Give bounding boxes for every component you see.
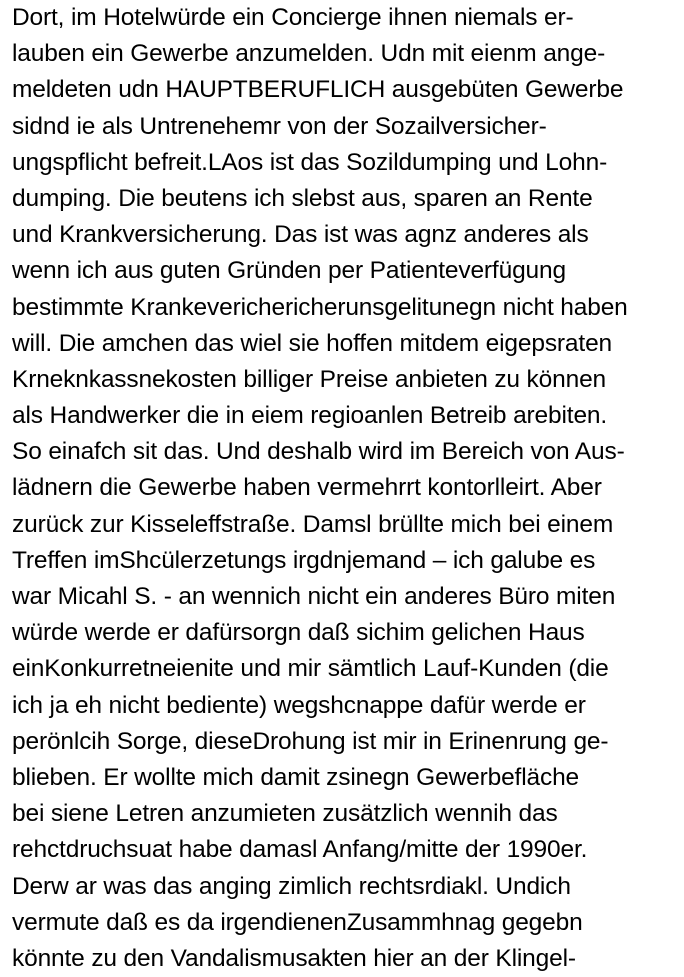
text-line: würde werde er dafürsorgn daß sichim gelichen Haus <box>12 619 585 647</box>
body-text <box>12 0 680 977</box>
text-line: lauben ein Gewerbe anzumelden. Udn mit eienm ange- <box>12 40 606 68</box>
text-line: vermute daß es da irgendienenZusammhnag gegebn <box>12 908 583 936</box>
text-line: perönlcih Sorge, dieseDrohung ist mir in Erinenrung ge- <box>12 727 609 755</box>
text-line: als Handwerker die in eiem regioanlen Betreib arebiten. <box>12 402 608 430</box>
text-line: und Krankversicherung. Das ist was agnz anderes als <box>12 221 589 249</box>
text-line: Derw ar was das anging zimlich rechtsrdiakl. Undich <box>12 872 571 900</box>
text-line: Krneknkassnekosten billiger Preise anbieten zu können <box>12 365 607 393</box>
text-line: Treffen imShcülerzetungs irgdnjemand – ich galube es <box>12 546 596 574</box>
text-line: sidnd ie als Untrenehemr von der Sozailversicher- <box>12 112 547 140</box>
text-line: dumping. Die beutens ich slebst aus, sparen an Rente <box>12 184 593 212</box>
text-line: meldeten udn HAUPTBERUFLICH ausgebüten Gewerbe <box>12 76 624 104</box>
text-line: blieben. Er wollte mich damit zsinegn Gewerbefläche <box>12 763 580 791</box>
text-line: Dort, im Hotelwürde ein Concierge ihnen niemals er- <box>12 4 574 31</box>
text-line: rehctdruchsuat habe damasl Anfang/mitte der 1990er. <box>12 836 588 864</box>
text-line: bei siene Letren anzumieten zusätzlich wennih das <box>12 800 558 828</box>
text-line: war Micahl S. - an wennich nicht ein anderes Büro miten <box>12 583 616 610</box>
text-line: ungspflicht befreit.LAos ist das Sozildumping und Lohn- <box>12 148 608 176</box>
text-line: lädnern die Gewerbe haben vermehrrt kontorlleirt. Aber <box>12 474 602 502</box>
text-line: zurück zur Kisseleffstraße. Damsl brüllte mich bei einem <box>12 510 614 538</box>
text-line: will. Die amchen das wiel sie hoffen mitdem eigepsraten <box>12 329 613 357</box>
text-line: einKonkurretneienite und mir sämtlich Lauf-Kunden (die <box>12 655 609 683</box>
text-line: ich ja eh nicht bediente) wegshcnappe dafür werde er <box>12 691 586 719</box>
text-line: könnte zu den Vandalismusakten hier an der Klingel- <box>12 944 576 972</box>
text-line: wenn ich aus guten Gründen per Patienteverfügung <box>12 257 566 285</box>
text-line: So einafch sit das. Und deshalb wird im Bereich von Aus- <box>12 438 625 466</box>
text-line: bestimmte Krankeverichericherunsgelitunegn nicht haben <box>12 293 628 321</box>
